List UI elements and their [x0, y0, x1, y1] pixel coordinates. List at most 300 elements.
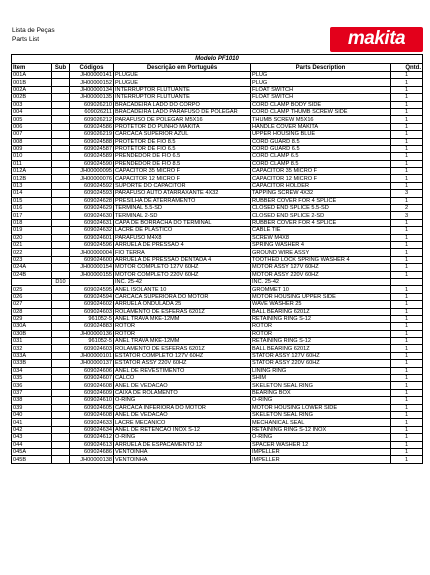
cell-qty: 1 — [391, 249, 423, 256]
cell-desc-en: CORD CLAMP BODY SIDE — [251, 101, 391, 108]
cell-qty: 1 — [391, 79, 423, 86]
cell-qty: 3 — [391, 212, 423, 219]
table-row — [12, 160, 423, 167]
cell-qty: 1 — [391, 108, 423, 115]
cell-sub — [52, 315, 70, 322]
cell-desc-en: WAVE WASHER 25 — [251, 301, 391, 308]
table-row — [12, 234, 423, 241]
cell-item: 001A — [12, 72, 52, 79]
cell-desc-en: BALL BEARING 6201Z — [251, 345, 391, 352]
table-row — [12, 175, 423, 182]
cell-item: 018 — [12, 219, 52, 226]
cell-desc-pt: VENTOINHA — [114, 456, 251, 463]
cell-qty: 1 — [391, 271, 423, 278]
cell-sub — [52, 212, 70, 219]
cell-desc-pt: SUPORTE DO CAPACITOR — [114, 182, 251, 189]
cell-item: 016 — [12, 205, 52, 212]
cell-sub — [52, 108, 70, 115]
cell-item: 002B — [12, 94, 52, 101]
table-row — [12, 94, 423, 101]
cell-desc-en: PLUG — [251, 79, 391, 86]
cell-item: 024B — [12, 271, 52, 278]
cell-qty: 1 — [391, 389, 423, 396]
cell-desc-pt: LACRE DE PLASTICO — [114, 227, 251, 234]
cell-qty: 2 — [391, 205, 423, 212]
cell-sub — [52, 352, 70, 359]
cell-code: 609024600 — [70, 256, 114, 263]
cell-qty: 1 — [391, 72, 423, 79]
table-row — [12, 123, 423, 130]
table-row — [12, 301, 423, 308]
table-row — [12, 116, 423, 123]
cell-sub — [52, 86, 70, 93]
cell-desc-pt: TERMINAL 2-SD — [114, 212, 251, 219]
cell-desc-en: CAPACITOR 12 MICRO F — [251, 175, 391, 182]
table-row — [12, 182, 423, 189]
cell-desc-pt: BRACADEIRA LADO DO CORPO — [114, 101, 251, 108]
cell-sub — [52, 168, 70, 175]
cell-qty: 1 — [391, 345, 423, 352]
cell-desc-en: MOTOR ASSY 127V 60HZ — [251, 264, 391, 271]
cell-qty: 1 — [391, 123, 423, 130]
cell-desc-pt: ESTATOR ASSY 220V 60HZ — [114, 360, 251, 367]
cell-desc-en: STATOR ASSY 220V 60HZ — [251, 360, 391, 367]
cell-desc-pt: ARRUELA DE PRESSAO 4 — [114, 241, 251, 248]
cell-code: 609024606 — [70, 367, 114, 374]
cell-desc-en: RUBBER COVER FOR 4 SPLICE — [251, 197, 391, 204]
cell-desc-pt: O-RING — [114, 434, 251, 441]
cell-qty: 1 — [391, 264, 423, 271]
cell-item: 036 — [12, 382, 52, 389]
table-row — [12, 315, 423, 322]
cell-sub — [52, 308, 70, 315]
cell-sub — [52, 138, 70, 145]
cell-sub — [52, 190, 70, 197]
cell-code: JH00000136 — [70, 330, 114, 337]
cell-item: 020 — [12, 234, 52, 241]
cell-desc-en: SPRING WASHER 4 — [251, 241, 391, 248]
cell-code: JH00000095 — [70, 168, 114, 175]
cell-qty: 1 — [391, 182, 423, 189]
cell-desc-pt: ROLAMENTO DE ESFERAS 6201Z — [114, 345, 251, 352]
cell-desc-pt: INC. 25-42 — [114, 278, 251, 285]
cell-item: 012A — [12, 168, 52, 175]
cell-desc-pt: INTERRUPTOR FLUTUANTE — [114, 94, 251, 101]
cell-qty: 1 — [391, 367, 423, 374]
cell-qty: 1 — [391, 301, 423, 308]
cell-qty: 1 — [391, 323, 423, 330]
table-row — [12, 441, 423, 448]
cell-item: 021 — [12, 241, 52, 248]
cell-desc-pt: CARCACA SUPERIORA DO MOTOR — [114, 293, 251, 300]
table-row — [12, 168, 423, 175]
cell-item: 045A — [12, 448, 52, 455]
cell-item: 038 — [12, 397, 52, 404]
cell-desc-pt: ANEL TRAVA MKE-12MM — [114, 315, 251, 322]
cell-sub — [52, 145, 70, 152]
cell-sub — [52, 116, 70, 123]
cell-sub — [52, 182, 70, 189]
cell-sub — [52, 441, 70, 448]
cell-desc-pt: CAIXA DE ROLAMENTO — [114, 389, 251, 396]
table-row — [12, 131, 423, 138]
table-row — [12, 241, 423, 248]
cell-desc-en: MOTOR HOUSING UPPER SIDE — [251, 293, 391, 300]
cell-code: 609024633 — [70, 419, 114, 426]
cell-qty: 1 — [391, 138, 423, 145]
cell-code: 609024595 — [70, 286, 114, 293]
cell-sub — [52, 256, 70, 263]
cell-sub — [52, 271, 70, 278]
cell-desc-pt: INTERRUPTOR FLUTUANTE — [114, 86, 251, 93]
cell-sub: D10 — [52, 278, 70, 285]
cell-item: 030B — [12, 330, 52, 337]
col-sub: Sub — [52, 64, 70, 72]
col-desc-pt: Descrição em Português — [114, 64, 251, 72]
cell-item: 014 — [12, 190, 52, 197]
header-row — [12, 64, 423, 72]
cell-desc-en: BALL BEARING 6201Z — [251, 308, 391, 315]
cell-item: 037 — [12, 389, 52, 396]
cell-desc-en: FLOAT SWITCH — [251, 86, 391, 93]
table-row — [12, 101, 423, 108]
cell-sub — [52, 227, 70, 234]
cell-desc-en: IMPELLER — [251, 456, 391, 463]
cell-qty: 1 — [391, 101, 423, 108]
cell-desc-pt: PARAFUSO DE POLEGAR M5X16 — [114, 116, 251, 123]
cell-qty: 1 — [391, 352, 423, 359]
cell-desc-en: O-RING — [251, 434, 391, 441]
cell-desc-en: SPACER WASHER 12 — [251, 441, 391, 448]
cell-code: JH00000141 — [70, 72, 114, 79]
cell-code: JH00000101 — [70, 352, 114, 359]
cell-desc-pt: CAPA DE BORRACHA DO TERMINAL — [114, 219, 251, 226]
cell-sub — [52, 360, 70, 367]
cell-desc-en: INC. 25-42 — [251, 278, 391, 285]
cell-desc-pt: VENTOINHA — [114, 448, 251, 455]
cell-item: 013 — [12, 182, 52, 189]
cell-sub — [52, 448, 70, 455]
cell-qty: 1 — [391, 241, 423, 248]
cell-desc-en: TOOTHED LOCK SPRING WASHER 4 — [251, 256, 391, 263]
cell-desc-pt: PROTETOR DO PUNHO MAKITA — [114, 123, 251, 130]
cell-desc-en: LINING RING — [251, 367, 391, 374]
cell-desc-en: TAPPING SCREW 4X32 — [251, 190, 391, 197]
table-row — [12, 108, 423, 115]
cell-item: 015 — [12, 197, 52, 204]
cell-qty: 1 — [391, 456, 423, 463]
cell-qty: 1 — [391, 360, 423, 367]
cell-item: 044 — [12, 441, 52, 448]
cell-item: 023 — [12, 256, 52, 263]
cell-sub — [52, 79, 70, 86]
cell-desc-pt: PROTETOR DE FIO 8.5 — [114, 138, 251, 145]
cell-item: 008 — [12, 138, 52, 145]
parts-table — [11, 54, 423, 464]
cell-code: 609024629 — [70, 205, 114, 212]
table-row — [12, 86, 423, 93]
table-row — [12, 338, 423, 345]
cell-desc-pt: PARAFUSO M4X8 — [114, 234, 251, 241]
table-row — [12, 323, 423, 330]
cell-qty: 1 — [391, 145, 423, 152]
cell-sub — [52, 197, 70, 204]
table-row — [12, 345, 423, 352]
cell-item: 007 — [12, 131, 52, 138]
cell-desc-pt: PRESILHA DE ATERRAMENTO — [114, 197, 251, 204]
table-row — [12, 330, 423, 337]
cell-desc-pt: PLUGUE — [114, 79, 251, 86]
cell-qty: 1 — [391, 227, 423, 234]
cell-code: 609026219 — [70, 131, 114, 138]
cell-sub — [52, 411, 70, 418]
cell-code: 609024586 — [70, 123, 114, 130]
cell-desc-en: CLOSED END SPLICE 5.5-SD — [251, 205, 391, 212]
table-row — [12, 382, 423, 389]
cell-sub — [52, 101, 70, 108]
cell-desc-en: O-RING — [251, 397, 391, 404]
cell-sub — [52, 234, 70, 241]
cell-desc-en: GROUND WIRE ASSY — [251, 249, 391, 256]
cell-qty: 1 — [391, 293, 423, 300]
cell-sub — [52, 389, 70, 396]
cell-qty: 1 — [391, 434, 423, 441]
cell-code: 609024605 — [70, 404, 114, 411]
cell-item: 002A — [12, 86, 52, 93]
cell-qty: 1 — [391, 441, 423, 448]
cell-sub — [52, 123, 70, 130]
cell-sub — [52, 397, 70, 404]
cell-code: JH00000134 — [70, 86, 114, 93]
cell-item: 042 — [12, 426, 52, 433]
cell-desc-en: GROMMET 10 — [251, 286, 391, 293]
cell-sub — [52, 345, 70, 352]
cell-item: 005 — [12, 116, 52, 123]
logo-text: makita — [347, 28, 406, 49]
cell-desc-pt: O-RING — [114, 397, 251, 404]
cell-desc-pt: ARRUELA DE ESPACAMENTO 12 — [114, 441, 251, 448]
cell-code: 609024609 — [70, 389, 114, 396]
col-desc-en: Parts Description — [251, 64, 391, 72]
cell-desc-pt: MOTOR COMPLETO 127V 60HZ — [114, 264, 251, 271]
cell-desc-en: CORD GUARD 8.5 — [251, 138, 391, 145]
table-row — [12, 293, 423, 300]
cell-desc-pt: TERMINAL 5.5-SD — [114, 205, 251, 212]
cell-desc-pt: ANEL DE RETENCAO INOX S-12 — [114, 426, 251, 433]
cell-code: JH00000154 — [70, 264, 114, 271]
table-row — [12, 197, 423, 204]
cell-item: 034 — [12, 367, 52, 374]
cell-sub — [52, 434, 70, 441]
cell-code: 609024613 — [70, 441, 114, 448]
cell-code: 609024632 — [70, 227, 114, 234]
cell-code: JH00000076 — [70, 175, 114, 182]
cell-desc-pt: PLUGUE — [114, 72, 251, 79]
cell-code: 609024630 — [70, 212, 114, 219]
cell-item: 033A — [12, 352, 52, 359]
cell-desc-en: MOTOR HOUSING LOWER SIDE — [251, 404, 391, 411]
cell-code: 609024594 — [70, 293, 114, 300]
cell-code — [70, 278, 114, 285]
cell-qty: 1 — [391, 397, 423, 404]
cell-desc-en: SKELETON SEAL RING — [251, 382, 391, 389]
cell-item: 010 — [12, 153, 52, 160]
cell-item: 043 — [12, 434, 52, 441]
cell-sub — [52, 367, 70, 374]
cell-sub — [52, 72, 70, 79]
cell-code: 609024602 — [70, 301, 114, 308]
cell-item: 025 — [12, 286, 52, 293]
cell-desc-en: RETAINING RING S-12 — [251, 315, 391, 322]
cell-item: 039 — [12, 404, 52, 411]
cell-qty: 1 — [391, 234, 423, 241]
cell-code: 609024631 — [70, 219, 114, 226]
cell-qty: 1 — [391, 94, 423, 101]
cell-qty: 1 — [391, 160, 423, 167]
cell-item: 045B — [12, 456, 52, 463]
cell-code: 609024610 — [70, 397, 114, 404]
cell-item: 011 — [12, 160, 52, 167]
cell-sub — [52, 375, 70, 382]
cell-code: 609024592 — [70, 182, 114, 189]
cell-code: 609024686 — [70, 448, 114, 455]
cell-desc-en: CORD CLAMP 6.5 — [251, 153, 391, 160]
col-item: Item — [12, 64, 52, 72]
cell-desc-en: HANDLE COVER MAKITA — [251, 123, 391, 130]
cell-desc-pt: CARCACA SUPERIOR AZUL — [114, 131, 251, 138]
cell-item: 031 — [12, 338, 52, 345]
cell-desc-en: IMPELLER — [251, 448, 391, 455]
cell-desc-pt: PRENDEDOR DE FIO 8.5 — [114, 160, 251, 167]
cell-sub — [52, 153, 70, 160]
cell-item: 009 — [12, 145, 52, 152]
cell-qty: 1 — [391, 86, 423, 93]
cell-item — [12, 278, 52, 285]
cell-sub — [52, 293, 70, 300]
cell-desc-en: MECHANICAL SEAL — [251, 419, 391, 426]
cell-code: JH00000137 — [70, 360, 114, 367]
cell-qty — [391, 278, 423, 285]
cell-qty: 1 — [391, 404, 423, 411]
cell-item: 030A — [12, 323, 52, 330]
cell-code: 609024612 — [70, 434, 114, 441]
table-row — [12, 411, 423, 418]
cell-sub — [52, 419, 70, 426]
cell-qty: 1 — [391, 382, 423, 389]
cell-code: 609024590 — [70, 160, 114, 167]
title-en: Parts List — [12, 36, 40, 43]
cell-item: 040 — [12, 411, 52, 418]
cell-desc-en: CABLE TIE — [251, 227, 391, 234]
table-row — [12, 448, 423, 455]
title-pt: Lista de Peças — [12, 27, 55, 34]
cell-qty: 1 — [391, 315, 423, 322]
model-name: Modelo PF1010 — [12, 55, 423, 64]
cell-qty: 1 — [391, 419, 423, 426]
cell-item: 029 — [12, 315, 52, 322]
cell-desc-en: RUBBER COVER FOR 4 SPLICE — [251, 219, 391, 226]
cell-code: JH00000004 — [70, 249, 114, 256]
cell-sub — [52, 205, 70, 212]
cell-desc-pt: ARRUELA ONDULADA 25 — [114, 301, 251, 308]
cell-item: 027 — [12, 301, 52, 308]
cell-item: 004 — [12, 108, 52, 115]
cell-code: 609026211 — [70, 108, 114, 115]
cell-desc-pt: ROTOR — [114, 330, 251, 337]
cell-item: 003 — [12, 101, 52, 108]
cell-desc-pt: FIO TERRA — [114, 249, 251, 256]
cell-qty: 1 — [391, 175, 423, 182]
cell-code: 609024883 — [70, 323, 114, 330]
cell-desc-pt: ANEL DE REVESTIMENTO — [114, 367, 251, 374]
cell-qty: 1 — [391, 219, 423, 226]
cell-desc-pt: BRACADEIRA LADO PARAFUSO DE POLEGAR — [114, 108, 251, 115]
table-row — [12, 249, 423, 256]
cell-code: 609024634 — [70, 426, 114, 433]
model-row — [12, 55, 423, 64]
table-row — [12, 389, 423, 396]
table-row — [12, 426, 423, 433]
cell-qty: 1 — [391, 330, 423, 337]
cell-desc-en: RETAINING RING S-12 — [251, 338, 391, 345]
cell-sub — [52, 131, 70, 138]
table-row — [12, 145, 423, 152]
cell-desc-en: SKELETON SEAL RING — [251, 411, 391, 418]
table-row — [12, 434, 423, 441]
table-row — [12, 219, 423, 226]
cell-item: 001B — [12, 79, 52, 86]
cell-desc-pt: ROLAMENTO DE ESFERAS 6201Z — [114, 308, 251, 315]
cell-qty: 1 — [391, 375, 423, 382]
cell-item: 032 — [12, 345, 52, 352]
cell-qty: 1 — [391, 153, 423, 160]
cell-code: 609024608 — [70, 382, 114, 389]
cell-code: 961052-5 — [70, 338, 114, 345]
cell-desc-en: CAPACITOR 35 MICRO F — [251, 168, 391, 175]
cell-desc-pt: CARCACA INFERIORA DO MOTOR — [114, 404, 251, 411]
cell-qty: 1 — [391, 131, 423, 138]
cell-sub — [52, 456, 70, 463]
table-row — [12, 278, 423, 285]
cell-sub — [52, 160, 70, 167]
cell-item: 006 — [12, 123, 52, 130]
table-row — [12, 138, 423, 145]
cell-desc-en: FLOAT SWITCH — [251, 94, 391, 101]
cell-qty: 1 — [391, 411, 423, 418]
table-row — [12, 79, 423, 86]
cell-desc-en: SCREW M4X8 — [251, 234, 391, 241]
cell-desc-en: PLUG — [251, 72, 391, 79]
cell-desc-pt: ARRUELA DE PRESSAO DENTADA 4 — [114, 256, 251, 263]
cell-desc-en: MOTOR ASSY 220V 60HZ — [251, 271, 391, 278]
cell-desc-pt: LACRE MECANICO — [114, 419, 251, 426]
cell-desc-en: CLOSED END SPLICE 2-SD — [251, 212, 391, 219]
cell-qty: 1 — [391, 286, 423, 293]
cell-desc-en: ROTOR — [251, 323, 391, 330]
table-row — [12, 308, 423, 315]
col-code: Códigos — [70, 64, 114, 72]
cell-code: 609024596 — [70, 241, 114, 248]
cell-item: 012B — [12, 175, 52, 182]
cell-sub — [52, 338, 70, 345]
table-row — [12, 360, 423, 367]
cell-code: 609024587 — [70, 145, 114, 152]
table-row — [12, 375, 423, 382]
cell-desc-en: SHIM — [251, 375, 391, 382]
cell-sub — [52, 426, 70, 433]
cell-desc-pt: CAPACITOR 35 MICRO F — [114, 168, 251, 175]
cell-code: 609024588 — [70, 138, 114, 145]
